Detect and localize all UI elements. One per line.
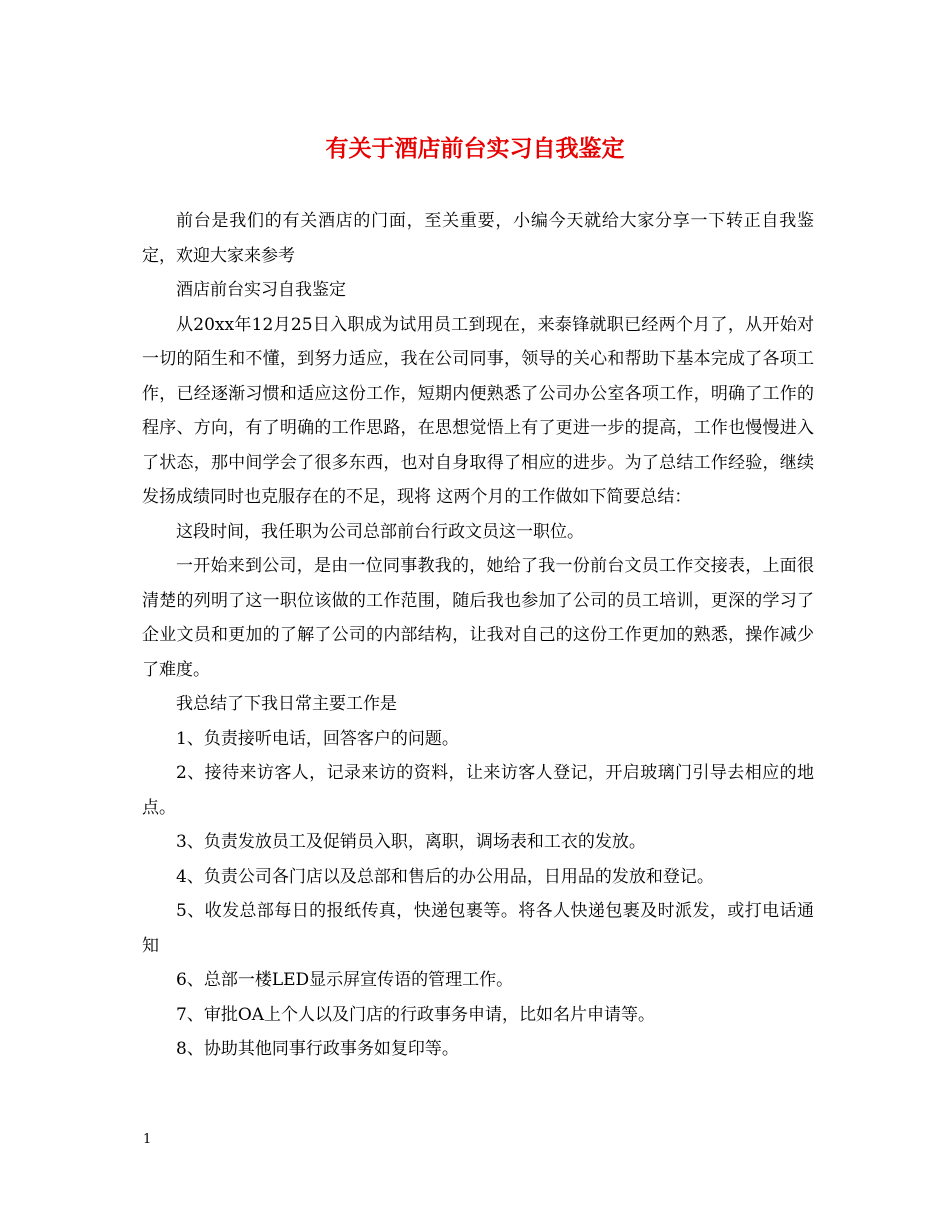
list-item-duty-4: 4、负责公司各门店以及总部和售后的办公用品，日用品的发放和登记。 — [176, 866, 714, 887]
list-item-duty-1: 1、负责接听电话，回答客户的问题。 — [176, 728, 459, 749]
paragraph-training: 一开始来到公司，是由一位同事教我的，她给了我一份前台文员工作交接表，上面很清楚的列明了这一职位该做的工作范围，随后我也参加了公司的员工培训，更深的学习了企业文员和更加的了解了公司的内部结构，让我对自己的这份工作更加的熟悉，操作减少了难度。 — [142, 556, 814, 680]
paragraph-subtitle: 酒店前台实习自我鉴定 — [176, 280, 346, 300]
list-item-duty-3: 3、负责发放员工及促销员入职，离职，调场表和工衣的发放。 — [176, 832, 646, 852]
list-item-duty-2: 2、接待来访客人，记录来访的资料，让来访客人登记，开启玻璃门引导去相应的地点。 — [142, 763, 814, 818]
list-item-duty-6: 6、总部一楼LED显示屏宣传语的管理工作。 — [176, 970, 514, 990]
paragraph-duties-heading: 我总结了下我日常主要工作是 — [176, 694, 397, 714]
paragraph-intro: 前台是我们的有关酒店的门面，至关重要，小编今天就给大家分享一下转正自我鉴定，欢迎大家来参考 — [142, 211, 814, 266]
page-number: 1 — [143, 1132, 152, 1147]
list-item-duty-8: 8、协助其他同事行政事务如复印等。 — [176, 1039, 459, 1059]
document-body — [142, 204, 814, 1067]
list-item-duty-7: 7、审批OA上个人以及门店的行政事务申请，比如名片申请等。 — [176, 1004, 656, 1025]
paragraph-position: 这段时间，我任职为公司总部前台行政文员这一职位。 — [176, 521, 584, 542]
list-item-duty-5: 5、收发总部每日的报纸传真，快递包裹等。将各人快递包裹及时派发，或打电话通知 — [142, 901, 814, 956]
paragraph-overview: 从20xx年12月25日入职成为试用员工到现在，来泰锋就职已经两个月了，从开始对一切的陌生和不懂，到努力适应，我在公司同事，领导的关心和帮助下基本完成了各项工作，已经逐渐习惯和适应这份工作，短期内便熟悉了公司办公室各项工作，明确了工作的程序、方向，有了明确的工作思路，在思想觉悟上有了更进一步的提高，工作也慢慢进入了状态，那中间学会了很多东西，也对自身取得了相应的进步。为了总结工作经验，继续发扬成绩同时也克服存在的不足，现将 这两个月的工作做如下简要总结： — [142, 314, 814, 507]
document-title: 有关于酒店前台实习自我鉴定 — [325, 135, 625, 162]
